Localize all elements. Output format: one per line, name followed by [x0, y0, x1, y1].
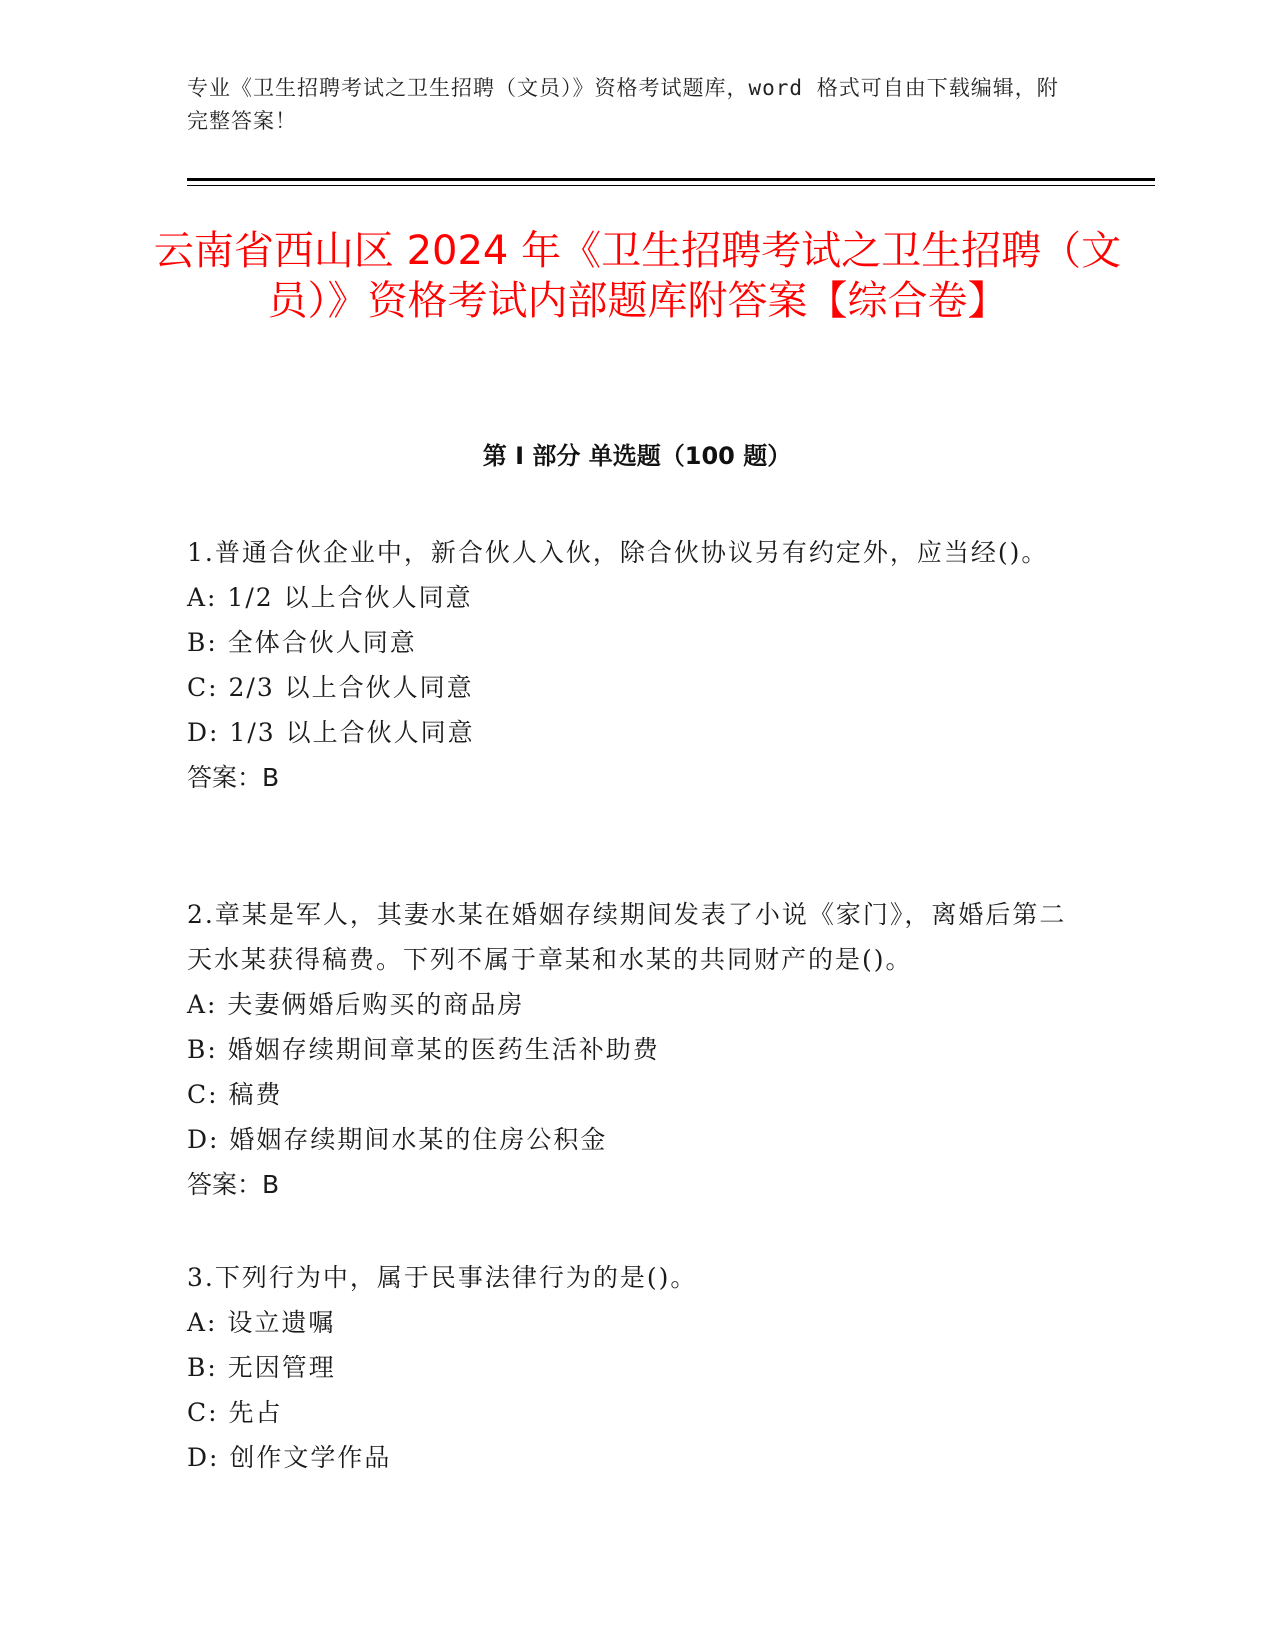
option-b: B: 无因管理	[187, 1353, 336, 1382]
option-c: C: 先占	[187, 1398, 283, 1427]
option-a: A: 夫妻俩婚后购买的商品房	[187, 990, 525, 1019]
header-note: 专业《卫生招聘考试之卫生招聘（文员）》资格考试题库，word 格式可自由下载编辑，附完整答案！	[187, 76, 1059, 133]
option-c: C: 2/3 以上合伙人同意	[187, 673, 474, 702]
option-b: B: 婚姻存续期间章某的医药生活补助费	[187, 1035, 660, 1064]
answer-label: 答案：B	[187, 763, 280, 792]
option-b: B: 全体合伙人同意	[187, 628, 417, 657]
answer-label: 答案：B	[187, 1170, 280, 1199]
section-title: 第 I 部分 单选题（100 题）	[482, 442, 792, 470]
option-a: A: 设立遗嘱	[187, 1308, 336, 1337]
question-item	[187, 892, 1067, 1207]
question-stem: 1.普通合伙企业中，新合伙人入伙，除合伙协议另有约定外，应当经()。	[187, 538, 1049, 567]
option-a: A: 1/2 以上合伙人同意	[187, 583, 473, 612]
question-stem: 3.下列行为中，属于民事法律行为的是()。	[187, 1263, 698, 1292]
header-rule-thin	[187, 185, 1155, 186]
header-rule	[187, 178, 1155, 181]
question-item	[187, 1255, 1067, 1480]
question-stem: 2.章某是军人，其妻水某在婚姻存续期间发表了小说《家门》，离婚后第二天水某获得稿费。下列不属于章某和水某的共同财产的是()。	[187, 900, 1067, 974]
question-item	[187, 530, 1067, 800]
option-d: D: 创作文学作品	[187, 1443, 392, 1472]
option-d: D: 1/3 以上合伙人同意	[187, 718, 475, 747]
option-d: D: 婚姻存续期间水某的住房公积金	[187, 1125, 608, 1154]
document-title: 云南省西山区 2024 年《卫生招聘考试之卫生招聘（文员）》资格考试内部题库附答案【综合卷】	[153, 228, 1122, 324]
option-c: C: 稿费	[187, 1080, 283, 1109]
